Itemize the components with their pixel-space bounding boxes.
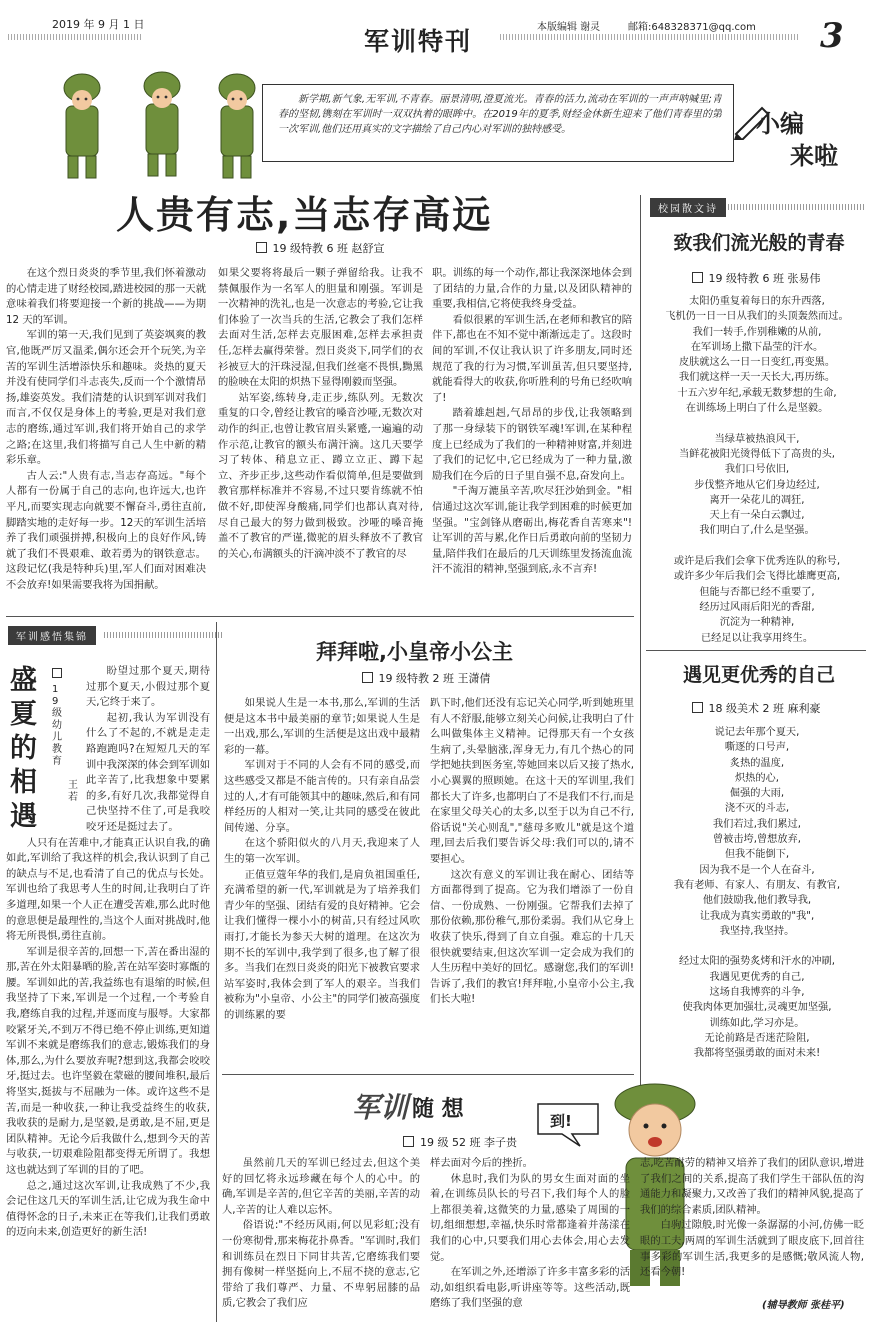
poem-line: 飞机仍一日一日从我们的头顶轰然而过。 — [665, 311, 849, 323]
poem-line: 说记去年那个夏天, — [714, 727, 800, 738]
poem-line: 沉淀为一种精神, — [719, 617, 795, 629]
article4-col1: 虽然前几天的军训已经过去,但这个美好的回忆将永远珍藏在每个人的心中。的确,军训是辛苦的,但它辛苦的美丽,辛苦的动人,辛苦的让人难以忘怀。 俗语说:"不经历风雨,何以见彩虹;没有一份寒彻骨,那来梅花扑鼻香。"军训时,我们和训练员在烈日下同甘共苦,它磨练我们要拥有像树一样坚挺向上,不屈不挠的意志,它带给了我们尊严、力量、不卑躬屈膝的品质,它教会了我们应 — [222, 1157, 420, 1310]
poem-line: 无论前路是否迷茫险阻, — [704, 1032, 810, 1044]
editor-name: 本版编辑 谢灵 — [537, 22, 601, 33]
corner-title-1: 小编 — [756, 110, 804, 138]
essay2-poem — [650, 725, 864, 1065]
column-divider — [216, 622, 217, 1322]
poem-line: 嘶逐的口号声, — [724, 742, 790, 754]
poem-line: 因为我不是一个人在奋斗, — [699, 864, 815, 876]
editor-email: 邮箱:648328371@qq.com — [628, 22, 756, 33]
poem-line: 我们一转手,作别稚嫩的从前, — [692, 326, 822, 338]
essay1-poem — [650, 294, 864, 644]
poem-line: 我坚持,我坚持。 — [719, 925, 795, 937]
poem-line: 我们口号依旧, — [724, 464, 790, 476]
poem-line: 皮肤就这么一日一日变红,再变黑。 — [678, 357, 836, 369]
poem-line: 让我成为真实勇敢的"我", — [699, 910, 815, 922]
poem-line: 但我不能倒下, — [724, 849, 790, 861]
article1-col2: 如果父要将将最后一颗子弹留给我。让我不禁佩服作为一名军人的胆量和刚强。军训是一次精神的洗礼,也是一次意志的考验,它让我们体验了一次当兵的生活,它教会了我们怎样去面对生活,怎样去克服困难,怎样去承担责任,怎样去赢得荣誉。烈日炎炎下,同学们的衣衫被豆大的汗珠浸湿,但我们丝毫不畏惧,黝黑的脸映在太阳的炽热下显得刚毅而坚强。 站军姿,练转身,走正步,练队列。无数次重复的口令,曾经让教官的嗓音沙哑,无数次对动作的纠正,也曾让教官眉头紧蹙,一遍遍的动作示范,让教官的额头布满汗滴。这几天要学习了转体、稍息立正、蹲立立正、蹲下起立、齐步正步,这些动作看似简单,但是要做到教官那样标准并不容易,不过只要肯练就不怕做不好,即使浑身酸痛,同学们也都认真对待,尽自己最大的努力做到极致。沙哑的嗓音掩盖不了教官的严谨,微驼的眉头释放不了教官的关心,布满额头的汗滴冲淡不了教官的尽 — [218, 267, 423, 560]
poem-line: 十五六岁年纪,承载无数梦想的生命, — [677, 387, 837, 399]
poem-line — [650, 539, 864, 554]
poem-line: 经历过风雨后阳光的香甜, — [699, 601, 815, 613]
essay2-title: 遇见更优秀的自己 — [682, 664, 835, 686]
section-tag-poem: 校园散文诗 — [650, 198, 726, 217]
poem-line — [650, 939, 864, 954]
poem-line: 曾被击垮,曾想放弃, — [713, 834, 801, 846]
article1-col1: 在这个烈日炎炎的季节里,我们怀着激动的心情走进了财经校园,踏进校园的那一天就意味着我们将要迎接一个新的挑战——为期 12 天的军训。 军训的第一天,我们见到了英姿飒爽的教官,他既严厉又温柔,偶尔还会开个玩笑,为辛苦的军训生活增添快乐和趣味。炎热的夏天并没有使同学们斗志丧失,反而一个个激情昂扬,雄姿英发。我们清楚的认识到军训对我们而言,不仅仅是身体上的考验,更是对我们意志的磨练,通过军训,我们将开始自己的求学之路;在这里,我们将描写自己人生中新的精彩乐章。 古人云:"人贵有志,当志存高远。"每个人都有一份属于自己的志向,也许远大,也许平凡,而要实现志向就要不懈奋斗,勇往直前,脚踏实地的走好每一步。12天的军训生活培养了我们顽强拼搏,积极向上的良好作风,铸就了我们不畏艰难、敢若勇为的钢铁意志。这段记忆(我是特种兵)里,军人们面对困难决不会放弃!如果需要我将为国捐献。 — [6, 267, 206, 591]
article4-col2: 样去面对今后的挫折。 休息时,我们为队的男女生面对面的坐着,在训练员队长的号召下,我们每个人的脸上都很美着,这微笑的力量,感染了周围的一切,组细想想,幸福,快乐时常都逢着并荡漾在我们的心中,只要我们用心去体会,用心去发觉。 在军训之外,还增添了许多丰富多彩的活动,如组织看电影,听讲座等等。这些活动,既磨练了我们坚强的意 — [430, 1157, 630, 1310]
poem-line: 我们若过,我们累过, — [713, 818, 801, 830]
poem-line: 但能与否都已经不重要了, — [699, 586, 815, 598]
poem-line: 他们鼓励我,他们教导我, — [702, 895, 812, 907]
poem-line: 离开一朵花儿的凋狂, — [709, 494, 805, 506]
intro-text: 新学期,新气象,无军训,不青春。丽景清明,澄夏流光。青春的活力,流动在军训的一声声呐喊里;青春的坚韧,镌刻在军训时一双双执着的眼眸中。在2019年的夏季,财经金休新生迎来了他们青春里的第一次军训,他们还用真实的文字描绘了自己内心对军训的独特感受。 — [278, 94, 722, 135]
poem-line: 我有老师、有家人、有朋友、有教官, — [673, 879, 841, 891]
poem-line — [650, 416, 864, 431]
poem-line: 或许多少年后我们会飞得比雄鹰更高, — [673, 571, 841, 583]
section-tag-band — [104, 632, 224, 638]
poem-line: 太阳仍重复着每日的东升西落, — [689, 296, 825, 307]
poem-line: 使我肉体更加强壮,灵魂更加坚强, — [682, 1002, 832, 1014]
section-tag-band — [728, 204, 864, 210]
article2-body: 盼望过那个夏天,期待过那个夏天,小假过那个夏天,它终于来了。 起初,我认为军训没有什么了不起的,不就是走走路跑跑吗?在短短几天的军训中我深深的体会到军训如此辛苦了,比我想象中要累的多,有好几次,我都觉得自己快坚持不住了,可是我咬咬牙还是挺过去了。 人只有在苦难中,才能真正认识自我,的确如此,军训给了我这样的机会,我认识到了自己的缺点与不足,也看清了自己的优点与长处。军训也给了我思考人生的时间,让我明白了许多道理,如果一个人正在遭受苦难,那么此时他的意思便是最理性的,当这个人面对挑战时,他将无所畏惧,勇往直前。 军训是很辛苦的,回想一下,苦在番出湿的那,苦在外太阳暴晒的脸,苦在站军姿时寡甑的腰。军训如此的苦,我益练也有退缩的时候,但我坚持了下来,军训是一个过程,一个考验自我,磨练自我的过程,并逐而度与服辱。大家都咬紧牙关,不到万不得已绝不停止训练,更知道军训不来就是磨练我们的意志,锻炼我们的身体,那么,为什么要放弃呢?想到这,我都会咬咬牙,挺过去。也许坚毅在蒙磁的腰间堆积,最后将坚实,挺拔与不屈融为一体。或许这些不是苦,而是一种收获,一种让我受益终生的收获,我收获的是耐力,是坚毅,是勇敢,是不屈,更是团队精神。无论今后我做什么,想到今天的苦与收获,一切艰难险阻都变得无所谓了。我想这也就达到了军训的目的了吧。 总之,通过这次军训,让我成熟了不少,我会记住这几天的军训生活,让它成为我生命中值得怀念的日子,未来正在等我们,让我们勇敢的迈向未来,创造更好的新生活! — [6, 665, 210, 1239]
poem-line: 在训练场上明白了什么是坚毅。 — [685, 403, 829, 415]
column-divider — [640, 195, 641, 1095]
poem-line: 已经足以让我享用终生。 — [700, 632, 814, 644]
teacher-credit: (辅导教师 张桂平) — [762, 1300, 845, 1311]
poem-line: 炙热的温度, — [729, 757, 785, 769]
issue-date: 2019 年 9 月 1 日 — [52, 18, 145, 31]
poem-line: 浇不灭的斗志, — [724, 803, 790, 815]
poem-line: 在军训场上撒下晶莹的汗水。 — [690, 341, 824, 353]
article2-title: 盛夏的相遇 — [10, 665, 37, 832]
article4-title-side: 军训 — [352, 1091, 409, 1124]
poem-line: 经过太阳的强势炙烤和汗水的冲刷, — [678, 956, 836, 968]
article3-byline: 19 级特教 2 班 王潇倩 — [316, 670, 536, 686]
article4-col3: 志,吃苦耐劳的精神又培养了我们的团队意识,增进了我们之间的关系,提高了我们学生干部队伍的沟通能力和凝聚力,又改善了我们的精神风貌,提高了我们的综合素质,团队精神。 白驹过隙般,时光像一条潺潺的小河,仿佛一眨眼的工夫,两周的军训生活就到了眼皮底下,回首往事多彩的军训生活,我更多的是感慨;敬风流人物,还看今朝! — [640, 1157, 864, 1279]
essay2-byline: 18 级美术 2 班 麻利豪 — [648, 700, 864, 716]
essay1-byline: 19 级特教 6 班 张易伟 — [648, 270, 864, 286]
section-divider — [222, 1074, 634, 1075]
poem-line: 当绿草被热浪风干, — [714, 433, 800, 445]
section-tag-feelings: 军训感悟集锦 — [8, 626, 96, 645]
article1-col3: 职。训练的每一个动作,都让我深深地体会到了团结的力量,合作的力量,以及团队精神的重要,我相信,它将使我终身受益。 看似很累的军训生活,在老师和教官的陪伴下,都也在不知不觉中渐渐远走了。这段时间的军训,不仅让我认识了许多朋友,同时还规范了我的行为习惯,军训虽苦,但只要坚持,就能看得大的收获,你听胜利的号角已经吹响了! 踏着雄赳赳,气昂昂的步伐,让我领略到了那一身绿装下的钢铁军魂!军训,在某种程度上已经成为了我们的一种精神财富,并刻进了我们的记忆中,它已经成为了一种力量,激励我们在今后的日子里自强不息,奋发向上。 "千淘万漉虽辛苦,吹尽狂沙始到金。"相信通过这次军训,能让我学到困难的时候更加坚强。"宝剑锋从磨砺出,梅花香自苦寒来"!让军训的苦与累,化作日后勇敢向前的坚韧力量,陪伴我们在最后的几天训练里发扬流血流汗不流泪的精神,坚强到底,永不言弃! — [432, 267, 632, 576]
page-number: 3 — [820, 16, 844, 56]
article4-byline: 19 级 52 班 李子贵 — [380, 1134, 540, 1150]
poem-line: 倔强的大雨, — [729, 788, 785, 800]
section-divider — [646, 650, 866, 651]
poem-line: 我们明白了,什么是坚强。 — [699, 525, 815, 537]
essay1-title: 致我们流光般的青春 — [673, 232, 845, 254]
poem-line: 步伐整齐地从它们身边经过, — [694, 479, 820, 491]
page-title: 军训特刊 — [364, 27, 473, 56]
article4-title-main: 随 想 — [412, 1097, 464, 1122]
poem-line: 我们就这样一天一天长大,再历练。 — [678, 372, 836, 384]
article1-title: 人贵有志,当志存高远 — [116, 193, 493, 237]
article2-byline-name: 王若 — [68, 780, 78, 803]
article3-col1: 如果说人生是一本书,那么,军训的生活便是这本书中最美丽的章节;如果说人生是一出戏,那么,军训的生活便是这出戏中最精彩的一幕。 军训对于不同的人会有不同的感受,而这些感受又都是不能言传的。只有亲自品尝过的人,才有可能领其中的趣味,然后,和有同样经历的人相对一笑,让共同的感受在彼此间传递、分享。 在这个骄阳似火的八月天,我迎来了人生的第一次军训。 正值豆蔻年华的我们,是肩负祖国重任,充满希望的新一代,军训就是为了培养我们青少年的坚强、团结有爱的良好精神。它会让我们懂得一棵小小的树苗,只有经过风吹雨打,才能长为参天大树的道理。在这次为期不长的军训中,我学到了很多,也了解了很多。当我们在烈日炎炎的阳光下被教官要求站军姿时,我体会到了军人的艰辛。当我们被称为"小皇帝、小公主"的同学们被高强度的训练累的要 — [224, 697, 420, 1021]
soldiers-illustration — [52, 66, 272, 181]
article1-byline: 19 级特教 6 班 赵舒宣 — [200, 240, 440, 256]
poem-line: 训练如此,学习亦是。 — [709, 1017, 805, 1029]
article3-col2: 趴下时,他们还没有忘记关心同学,听到她班里有人不舒服,能够立刻关心问候,让我明白了什么叫做集体主义精神。记得那天有一个女孩生病了,头晕脑涨,浑身无力,有几个热心的同学把她扶到医务室,等她回来以后又接了热水,小心翼翼的照顾她。在这十天的军训里,我们都长大了许多,也都明白了不是我们不行,而是在家里父母关心的太多,以至于以为自己不行,俗话说"关心则乱","慈母多败儿"就是这个道理,回去后我们要告诉父母:我们可以的,请不要担心。 这次有意义的军训让我在耐心、团结等方面都得到了提高。它为我们增添了一份自信、一份成熟、一份刚强。它帮我们去掉了那份依赖,那份稚气,那份柔弱。我们从它身上收获了快乐,得到了自立自强。难忘的十几天很快就要结束,但这次军训一定会成为我们的人生历程中美好的回忆。感谢您,我们的军训!告诉了,我们的教官!拜拜啦,小皇帝小公主,我们长大啦! — [430, 697, 634, 1006]
poem-line: 我都将坚强勇敢的面对未来! — [693, 1048, 821, 1060]
poem-line: 这场自我博弈的斗争, — [709, 987, 805, 999]
poem-line: 当鲜花被阳光烫得低下了高贵的头, — [678, 448, 836, 460]
article3-title: 拜拜啦,小皇帝小公主 — [316, 640, 513, 664]
poem-line: 天上有一朵白云飘过, — [709, 510, 805, 522]
poem-line: 或许是后我们会拿下优秀连队的称号, — [673, 556, 841, 568]
article2-byline-class: 19级幼儿教育 — [52, 668, 64, 768]
speech-text: 到! — [550, 1112, 572, 1130]
poem-line: 我遇见更优秀的自己, — [709, 971, 805, 983]
corner-title-2: 来啦 — [790, 142, 838, 170]
section-divider — [6, 616, 634, 617]
poem-line: 炽热的心, — [735, 772, 779, 784]
